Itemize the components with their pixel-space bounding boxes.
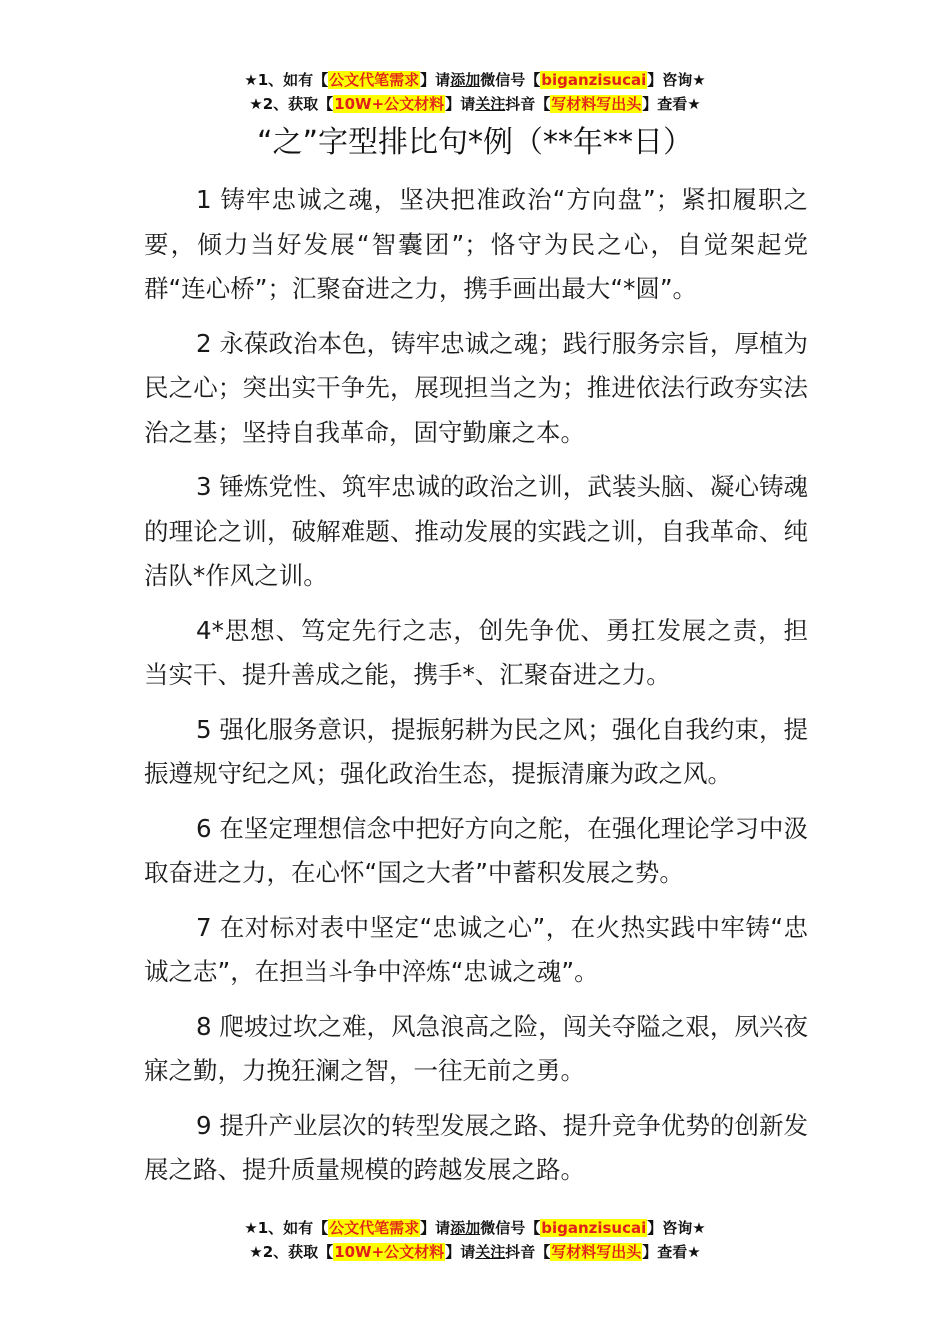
banner-line-2 [0, 92, 950, 116]
paragraph-5: 5 强化服务意识，提振躬耕为民之风；强化自我约束，提振遵规守纪之风；强化政治生态，提振清廉为政之风。 [144, 714, 808, 788]
banner-underline: 添加 [450, 71, 481, 89]
banner-highlight: 公文代笔需求 [329, 1219, 420, 1237]
banner-text: 】查看★ [642, 95, 701, 113]
banner-text: 】查看★ [642, 1243, 701, 1261]
paragraph-6: 6 在坚定理想信念中把好方向之舵，在强化理论学习中汲取奋进之力，在心怀“国之大者”中蓄积发展之势。 [144, 813, 808, 887]
banner-underline: 关注 [475, 95, 506, 113]
paragraph-4: 4*思想、笃定先行之志，创先争优、勇扛发展之责，担当实干、提升善成之能，携手*、汇聚奋进之力。 [144, 615, 808, 689]
banner-text: 】请 [420, 71, 451, 89]
banner-underline: 关注 [475, 1243, 506, 1261]
document-title: “之”字型排比句*例（**年**日） [256, 125, 694, 160]
banner-text: 】咨询★ [647, 71, 706, 89]
banner-line-1 [0, 1216, 950, 1240]
banner-text: ★1、如有【 [244, 71, 329, 89]
banner-highlight: 公文代笔需求 [329, 71, 420, 89]
paragraph-2: 2 永葆政治本色，铸牢忠诚之魂；践行服务宗旨，厚植为民之心；突出实干争先，展现担当之为；推进依法行政夯实法治之基；坚持自我革命，固守勤廉之本。 [144, 328, 808, 447]
document-body [144, 178, 808, 1203]
paragraph-3: 3 锤炼党性、筑牢忠诚的政治之训，武装头脑、凝心铸魂的理论之训，破解难题、推动发展的实践之训，自我革命、纯洁队*作风之训。 [144, 472, 808, 590]
banner-text: ★1、如有【 [244, 1219, 329, 1237]
paragraph-1: 1 铸牢忠诚之魂，坚决把准政治“方向盘”；紧扣履职之要，倾力当好发展“智囊团”；恪守为民之心，自觉架起党群“连心桥”；汇聚奋进之力，携手画出最大“*圆”。 [144, 185, 808, 303]
header-banner [0, 68, 950, 116]
paragraph-9: 9 提升产业层次的转型发展之路、提升竞争优势的创新发展之路、提升质量规模的跨越发展之路。 [144, 1110, 808, 1184]
banner-text: 】咨询★ [647, 1219, 706, 1237]
paragraph-7: 7 在对标对表中坚定“忠诚之心”，在火热实践中牢铸“忠诚之志”，在担当斗争中淬炼“忠诚之魂”。 [144, 912, 808, 986]
paragraph-8: 8 爬坡过坎之难，风急浪高之险，闯关夺隘之艰，夙兴夜寐之勤，力挽狂澜之智，一往无前之勇。 [144, 1011, 808, 1085]
banner-highlight: biganzisucai [541, 71, 647, 89]
banner-text: 微信号【 [480, 1219, 541, 1237]
banner-highlight: biganzisucai [541, 1219, 647, 1237]
banner-text: 】请 [445, 95, 476, 113]
banner-text: ★2、获取【 [249, 1243, 334, 1261]
banner-text: 微信号【 [480, 71, 541, 89]
banner-highlight: 10W+公文材料 [334, 95, 445, 113]
banner-text: 抖音【 [505, 95, 551, 113]
banner-text: 】请 [420, 1219, 451, 1237]
banner-line-2 [0, 1240, 950, 1264]
banner-text: 】请 [445, 1243, 476, 1261]
banner-text: 抖音【 [505, 1243, 551, 1261]
banner-underline: 添加 [450, 1219, 481, 1237]
banner-highlight: 写材料写出头 [551, 95, 642, 113]
banner-text: ★2、获取【 [249, 95, 334, 113]
banner-highlight: 写材料写出头 [551, 1243, 642, 1261]
footer-banner [0, 1216, 950, 1264]
banner-highlight: 10W+公文材料 [334, 1243, 445, 1261]
banner-line-1 [0, 68, 950, 92]
